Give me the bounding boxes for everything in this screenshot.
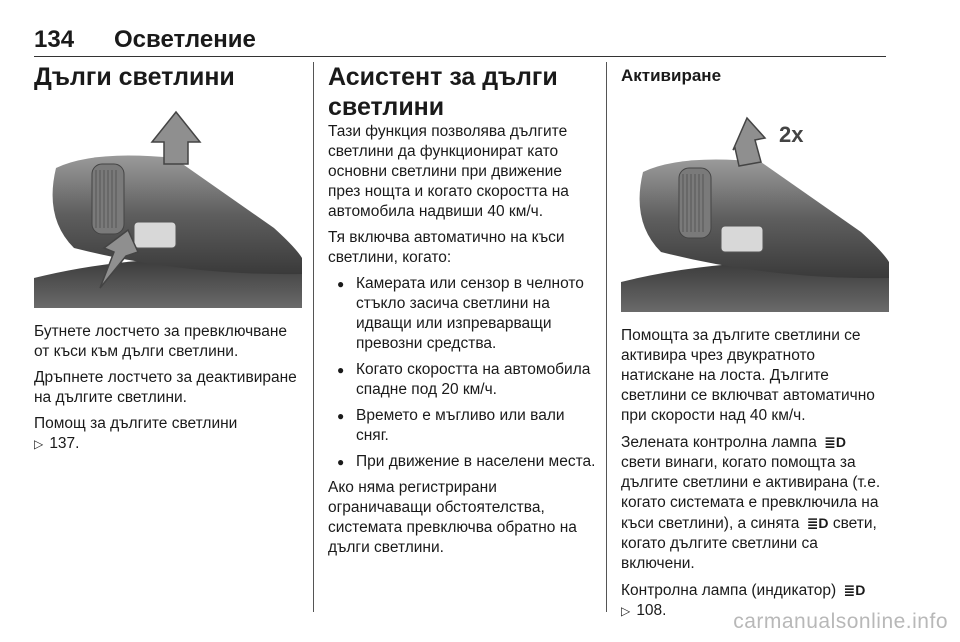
page-number: 134: [34, 26, 75, 53]
lamp-text-b: свети винаги, когато помощта за дългите светлини е активирана (т.е. когато системата е превключила на къси светлини), а синята: [621, 454, 881, 532]
high-beam-lamp-icon: ≣D: [806, 515, 829, 531]
column-activation: [621, 62, 889, 621]
lever-double-push-illustration: [621, 96, 889, 312]
high-beam-assist-lamp-icon: ≣D: [824, 434, 846, 450]
list-item: ● При движение в населени места.: [328, 452, 596, 472]
list-item: ● Когато скоростта на автомобила спадне под 20 км/ч.: [328, 360, 596, 400]
outro-text: Ако няма регистрирани ограничаващи обстоятелства, системата превключва обратно на дълги светлини.: [328, 479, 577, 556]
lever-push-pull-illustration: [34, 98, 302, 308]
high-beam-assist-heading: [328, 62, 596, 122]
watermark: carmanualsonline.info: [733, 610, 948, 633]
high-beam-assist-ref: [34, 414, 302, 454]
ref-arrow-icon: ▷: [621, 604, 631, 618]
push-lever-text: Бутнете лостчето за превключване от къси към дълги светлини.: [34, 323, 288, 360]
column-divider-1: [313, 62, 314, 612]
lamp-text-a: Зелената контролна лампа: [621, 434, 817, 451]
activation-heading: Активиране: [621, 66, 722, 85]
header-rule: [34, 56, 886, 57]
list-item: ● Камерата или сензор в челното стъкло засича светлини на идващи или изпреварващи превозни средства.: [328, 274, 596, 354]
page-header: [34, 22, 886, 56]
lamp-text-c: свети, когато дългите светлини са включени.: [621, 515, 877, 572]
indicator-lamp-icon: ≣D: [843, 582, 866, 598]
column-high-beam-assist: [328, 62, 596, 564]
ref-page[interactable]: 137.: [49, 435, 80, 452]
column-divider-2: [606, 62, 607, 612]
indicator-label: Контролна лампа (индикатор): [621, 582, 837, 599]
conditions-list: [328, 274, 596, 472]
section-title: Осветление: [114, 26, 256, 53]
activation-text: Помощта за дългите светлини се активира чрез двукратното натискане на лоста. Дългите светлини се включват автоматично при скорости над 40 км/ч.: [621, 327, 875, 424]
double-press-label: 2x: [779, 122, 804, 147]
heading-line-1: Асистент за дълги: [328, 63, 558, 91]
high-beam-heading: Дълги светлини: [34, 63, 235, 91]
list-item: ● Времето е мъгливо или вали сняг.: [328, 406, 596, 446]
pull-lever-text: Дръпнете лостчето за деактивиране на дългите светлини.: [34, 369, 297, 406]
lamp-description: [621, 432, 889, 574]
indicator-ref-page[interactable]: 108.: [636, 602, 667, 619]
ref-label: Помощ за дългите светлини: [34, 415, 238, 432]
intro-text-1: Тази функция позволява дългите светлини да функционират като основни светлини при движение през нощта и когато скоростта на автомобила надвиши 40 км/ч.: [328, 123, 569, 220]
column-high-beam: [34, 62, 302, 454]
heading-line-2: светлини: [328, 93, 445, 121]
intro-text-2: Тя включва автоматично на къси светлини, когато:: [328, 229, 565, 266]
ref-arrow-icon: ▷: [34, 437, 44, 451]
